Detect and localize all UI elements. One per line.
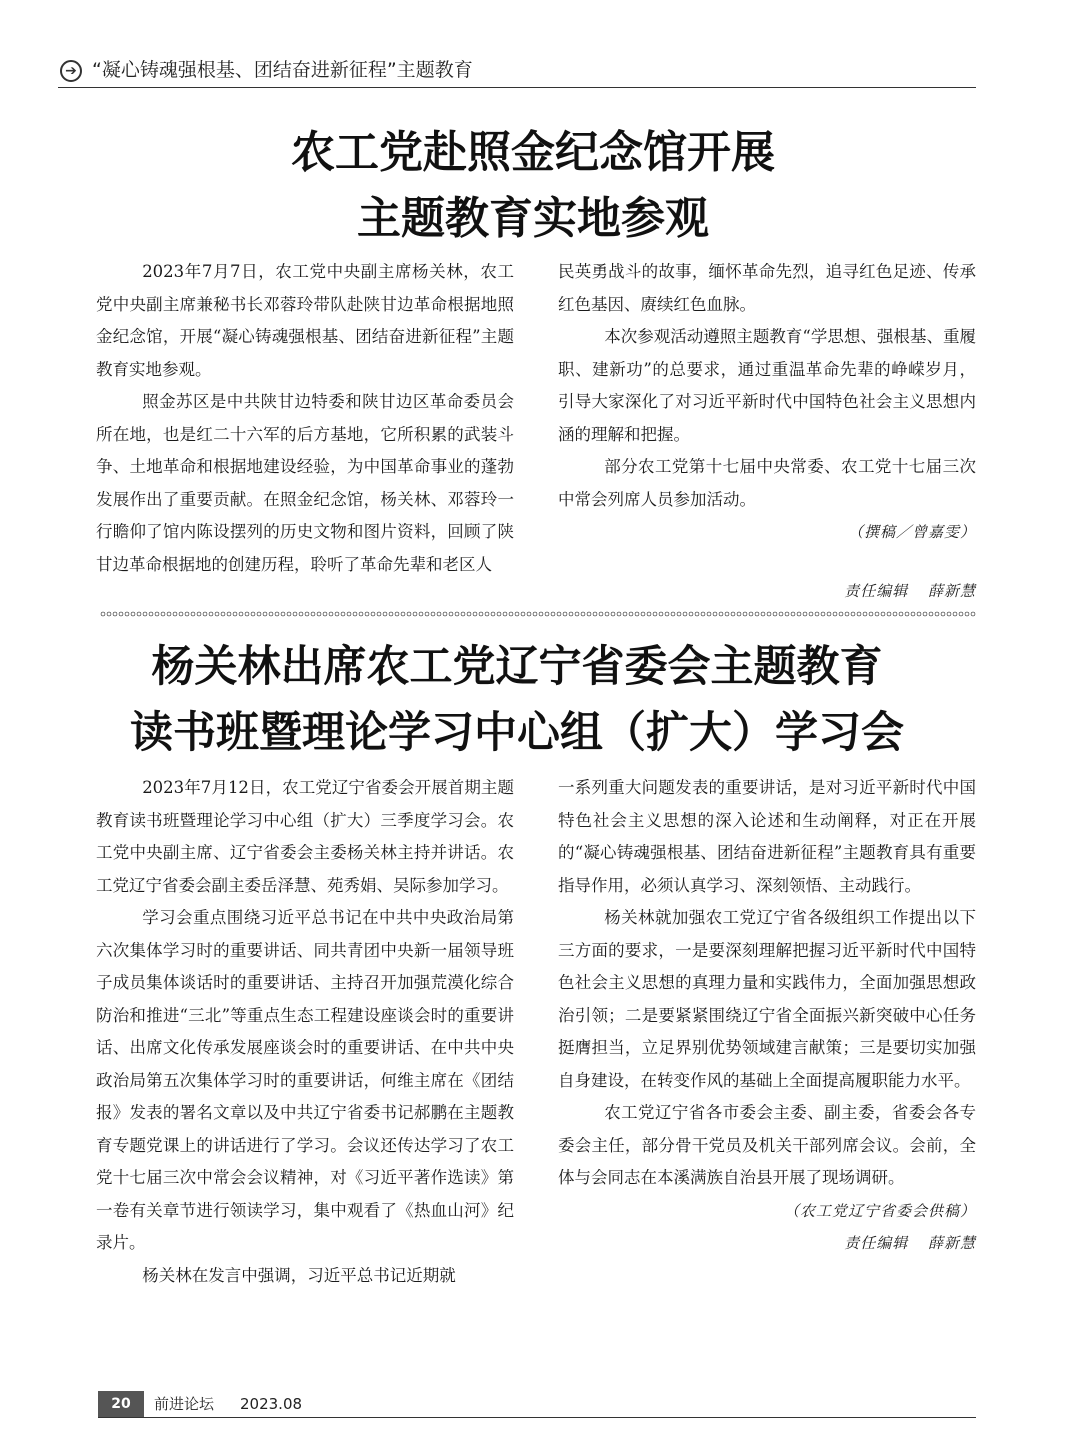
article2-credit: （农工党辽宁省委会供稿） [783, 1201, 976, 1220]
article1-credit: （撰稿／曾嘉雯） [847, 523, 976, 541]
page-number: 20 [98, 1391, 144, 1417]
publication-name: 前进论坛 [154, 1395, 215, 1413]
page-footer [98, 1391, 976, 1418]
article1-left-column [96, 256, 514, 581]
article2-paragraph-continuation: 一系列重大问题发表的重要讲话，是对习近平新时代中国特色社会主义思想的深入论述和生动阐释，对正在开展的“凝心铸魂强根基、团结奋进新征程”主题教育具有重要指导作用，必须认真学习、深刻领悟、主动践行。 [558, 778, 976, 895]
article1-paragraph: 本次参观活动遵照主题教育“学思想、强根基、重履职、建新功”的总要求，通过重温革命先辈的峥嵘岁月，引导大家深化了对习近平新时代中国特色社会主义思想内涵的理解和把握。 [558, 327, 976, 444]
article2-left-column [96, 772, 514, 1292]
article2-paragraph: 2023年7月12日，农工党辽宁省委会开展首期主题教育读书班暨理论学习中心组（扩大）三季度学习会。农工党中央副主席、辽宁省委会主委杨关林主持并讲话。农工党辽宁省委会副主委岳泽慧、苑秀娟、吴际参加学习。 [96, 778, 514, 895]
circled-arrow-icon: ➔ [60, 60, 82, 82]
article1-right-column [558, 256, 976, 607]
article1-paragraph: 2023年7月7日，农工党中央副主席杨关林，农工党中央副主席兼秘书长邓蓉玲带队赴陕甘边革命根据地照金纪念馆，开展“凝心铸魂强根基、团结奋进新征程”主题教育实地参观。 [96, 262, 514, 379]
article2-paragraph: 杨关林就加强农工党辽宁省各级组织工作提出以下三方面的要求，一是要深刻理解把握习近平新时代中国特色社会主义思想的真理力量和实践伟力，全面加强思想政治引领；二是要紧紧围绕辽宁省全面振兴新突破中心任务挺膺担当，立足界别优势领域建言献策；三是要切实加强自身建设，在转变作风的基础上全面提高履职能力水平。 [558, 908, 976, 1090]
article1-title [58, 120, 1008, 252]
article2-paragraph: 农工党辽宁省各市委会主委、副主委，省委会各专委会主任，部分骨干党员及机关干部列席会议。会前，全体与会同志在本溪满族自治县开展了现场调研。 [558, 1103, 976, 1187]
article2-right-column [558, 772, 976, 1260]
article1-paragraph: 照金苏区是中共陕甘边特委和陕甘边区革命委员会所在地，也是红二十六军的后方基地，它所积累的武装斗争、土地革命和根据地建设经验，为中国革命事业的蓬勃发展作出了重要贡献。在照金纪念馆，杨关林、邓蓉玲一行瞻仰了馆内陈设摆列的历史文物和图片资料，回顾了陕甘边革命根据地的创建历程，聆听了革命先辈和老区人 [96, 392, 514, 574]
article2-editor: 责任编辑 薛新慧 [844, 1234, 976, 1252]
article1-paragraph: 部分农工党第十七届中央常委、农工党十七届三次中常会列席人员参加活动。 [558, 457, 976, 509]
article2-paragraph: 杨关林在发言中强调，习近平总书记近期就 [142, 1265, 456, 1285]
article2-title [58, 634, 976, 766]
section-title: “凝心铸魂强根基、团结奋进新征程”主题教育 [92, 59, 473, 81]
article2-paragraph: 学习会重点围绕习近平总书记在中共中央政治局第六次集体学习时的重要讲话、同共青团中央新一届领导班子成员集体谈话时的重要讲话、主持召开加强荒漠化综合防治和推进“三北”等重点生态工程建设座谈会时的重要讲话、出席文化传承发展座谈会时的重要讲话、在中共中央政治局第五次集体学习时的重要讲话，何维主席在《团结报》发表的署名文章以及中共辽宁省委书记郝鹏在主题教育专题党课上的讲话进行了学习。会议还传达学习了农工党十七届三次中常会会议精神，对《习近平著作选读》第一卷有关章节进行领读学习，集中观看了《热血山河》纪录片。 [96, 908, 514, 1252]
article-divider [100, 611, 976, 619]
article2-title-line: 读书班暨理论学习中心组（扩大）学习会 [130, 708, 904, 758]
article1-paragraph-continuation: 民英勇战斗的故事，缅怀革命先烈，追寻红色足迹、传承红色基因、赓续红色血脉。 [558, 262, 976, 314]
article2-title-line: 杨关林出席农工党辽宁省委会主题教育 [151, 642, 883, 692]
article1-title-line: 农工党赴照金纪念馆开展 [291, 127, 775, 178]
article1-title-line: 主题教育实地参观 [357, 193, 709, 244]
article1-editor: 责任编辑 薛新慧 [844, 581, 976, 600]
issue-date: 2023.08 [240, 1395, 303, 1413]
running-header [58, 55, 976, 88]
